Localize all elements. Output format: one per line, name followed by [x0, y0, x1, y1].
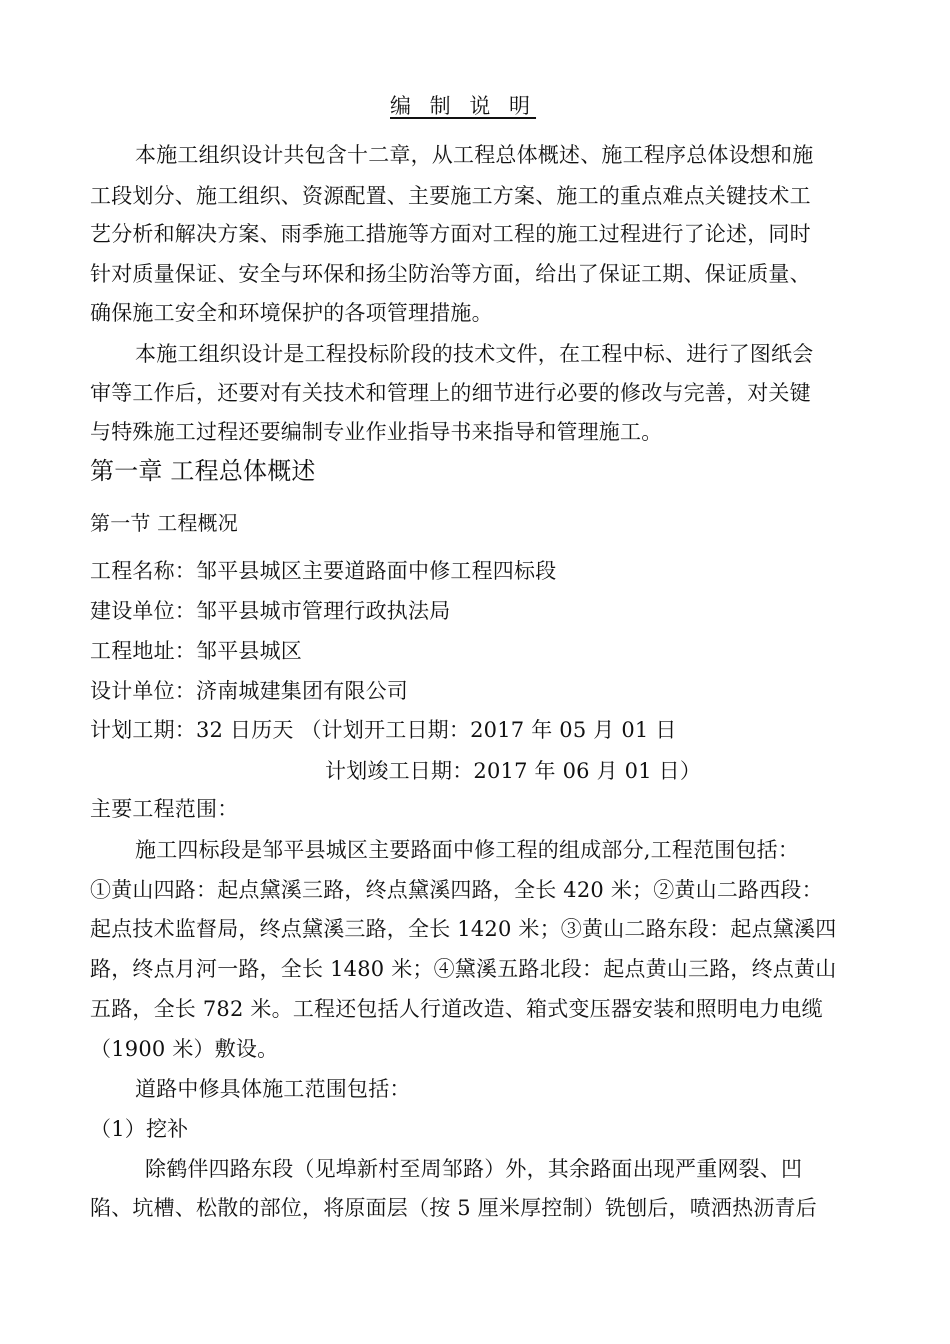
project-period: 计划工期：32 日历天 （计划开工日期：2017 年 05 月 01 日 — [90, 718, 677, 742]
project-period-end: 计划竣工日期：2017 年 06 月 01 日） — [325, 759, 702, 783]
item-text-line-2: 陷、坑槽、松散的部位，将原面层（按 5 厘米厚控制）铣刨后，喷洒热沥青后 — [90, 1196, 817, 1220]
scope-line-6: （1900 米）敷设。 — [90, 1037, 279, 1061]
project-designer: 设计单位：济南城建集团有限公司 — [90, 679, 408, 703]
intro-p1-line-4: 针对质量保证、安全与环保和扬尘防治等方面，给出了保证工期、保证质量、 — [90, 262, 811, 286]
intro-p1-line-1: 本施工组织设计共包含十二章，从工程总体概述、施工程序总体设想和施 — [135, 143, 814, 167]
scope-heading: 主要工程范围： — [90, 797, 239, 821]
item-text-line-1: 除鹤伴四路东段（见埠新村至周邹路）外，其余路面出现严重网裂、凹 — [145, 1157, 803, 1181]
intro-p2-line-3: 与特殊施工过程还要编制专业作业指导书来指导和管理施工。 — [90, 420, 663, 444]
project-name: 工程名称：邹平县城区主要道路面中修工程四标段 — [90, 559, 557, 583]
document-title: 编 制 说 明 — [390, 94, 537, 118]
scope-line-4: 路，终点月河一路，全长 1480 米；④黛溪五路北段：起点黄山三路，终点黄山 — [90, 957, 837, 981]
scope-line-1: 施工四标段是邹平县城区主要路面中修工程的组成部分,工程范围包括： — [135, 838, 800, 862]
intro-p2-line-1: 本施工组织设计是工程投标阶段的技术文件，在工程中标、进行了图纸会 — [135, 342, 814, 366]
project-address: 工程地址：邹平县城区 — [90, 639, 302, 663]
scope-line-3: 起点技术监督局，终点黛溪三路，全长 1420 米；③黄山二路东段：起点黛溪四 — [90, 917, 837, 941]
intro-p1-line-2: 工段划分、施工组织、资源配置、主要施工方案、施工的重点难点关键技术工 — [90, 184, 811, 208]
intro-p1-line-5: 确保施工安全和环境保护的各项管理措施。 — [90, 301, 493, 325]
intro-p1-line-3: 艺分析和解决方案、雨季施工措施等方面对工程的施工过程进行了论述，同时 — [90, 222, 811, 246]
scope-line-5: 五路，全长 782 米。工程还包括人行道改造、箱式变压器安装和照明电力电缆 — [90, 997, 823, 1021]
repair-heading: 道路中修具体施工范围包括： — [135, 1077, 411, 1101]
scope-line-2: ①黄山四路：起点黛溪三路，终点黛溪四路，全长 420 米；②黄山二路西段： — [90, 878, 823, 902]
intro-p2-line-2: 审等工作后，还要对有关技术和管理上的细节进行必要的修改与完善，对关键 — [90, 381, 811, 405]
item-heading: （1）挖补 — [90, 1117, 189, 1141]
section-heading: 第一节 工程概况 — [90, 511, 238, 535]
chapter-heading: 第一章 工程总体概述 — [90, 457, 316, 485]
project-owner: 建设单位：邹平县城市管理行政执法局 — [90, 599, 451, 623]
